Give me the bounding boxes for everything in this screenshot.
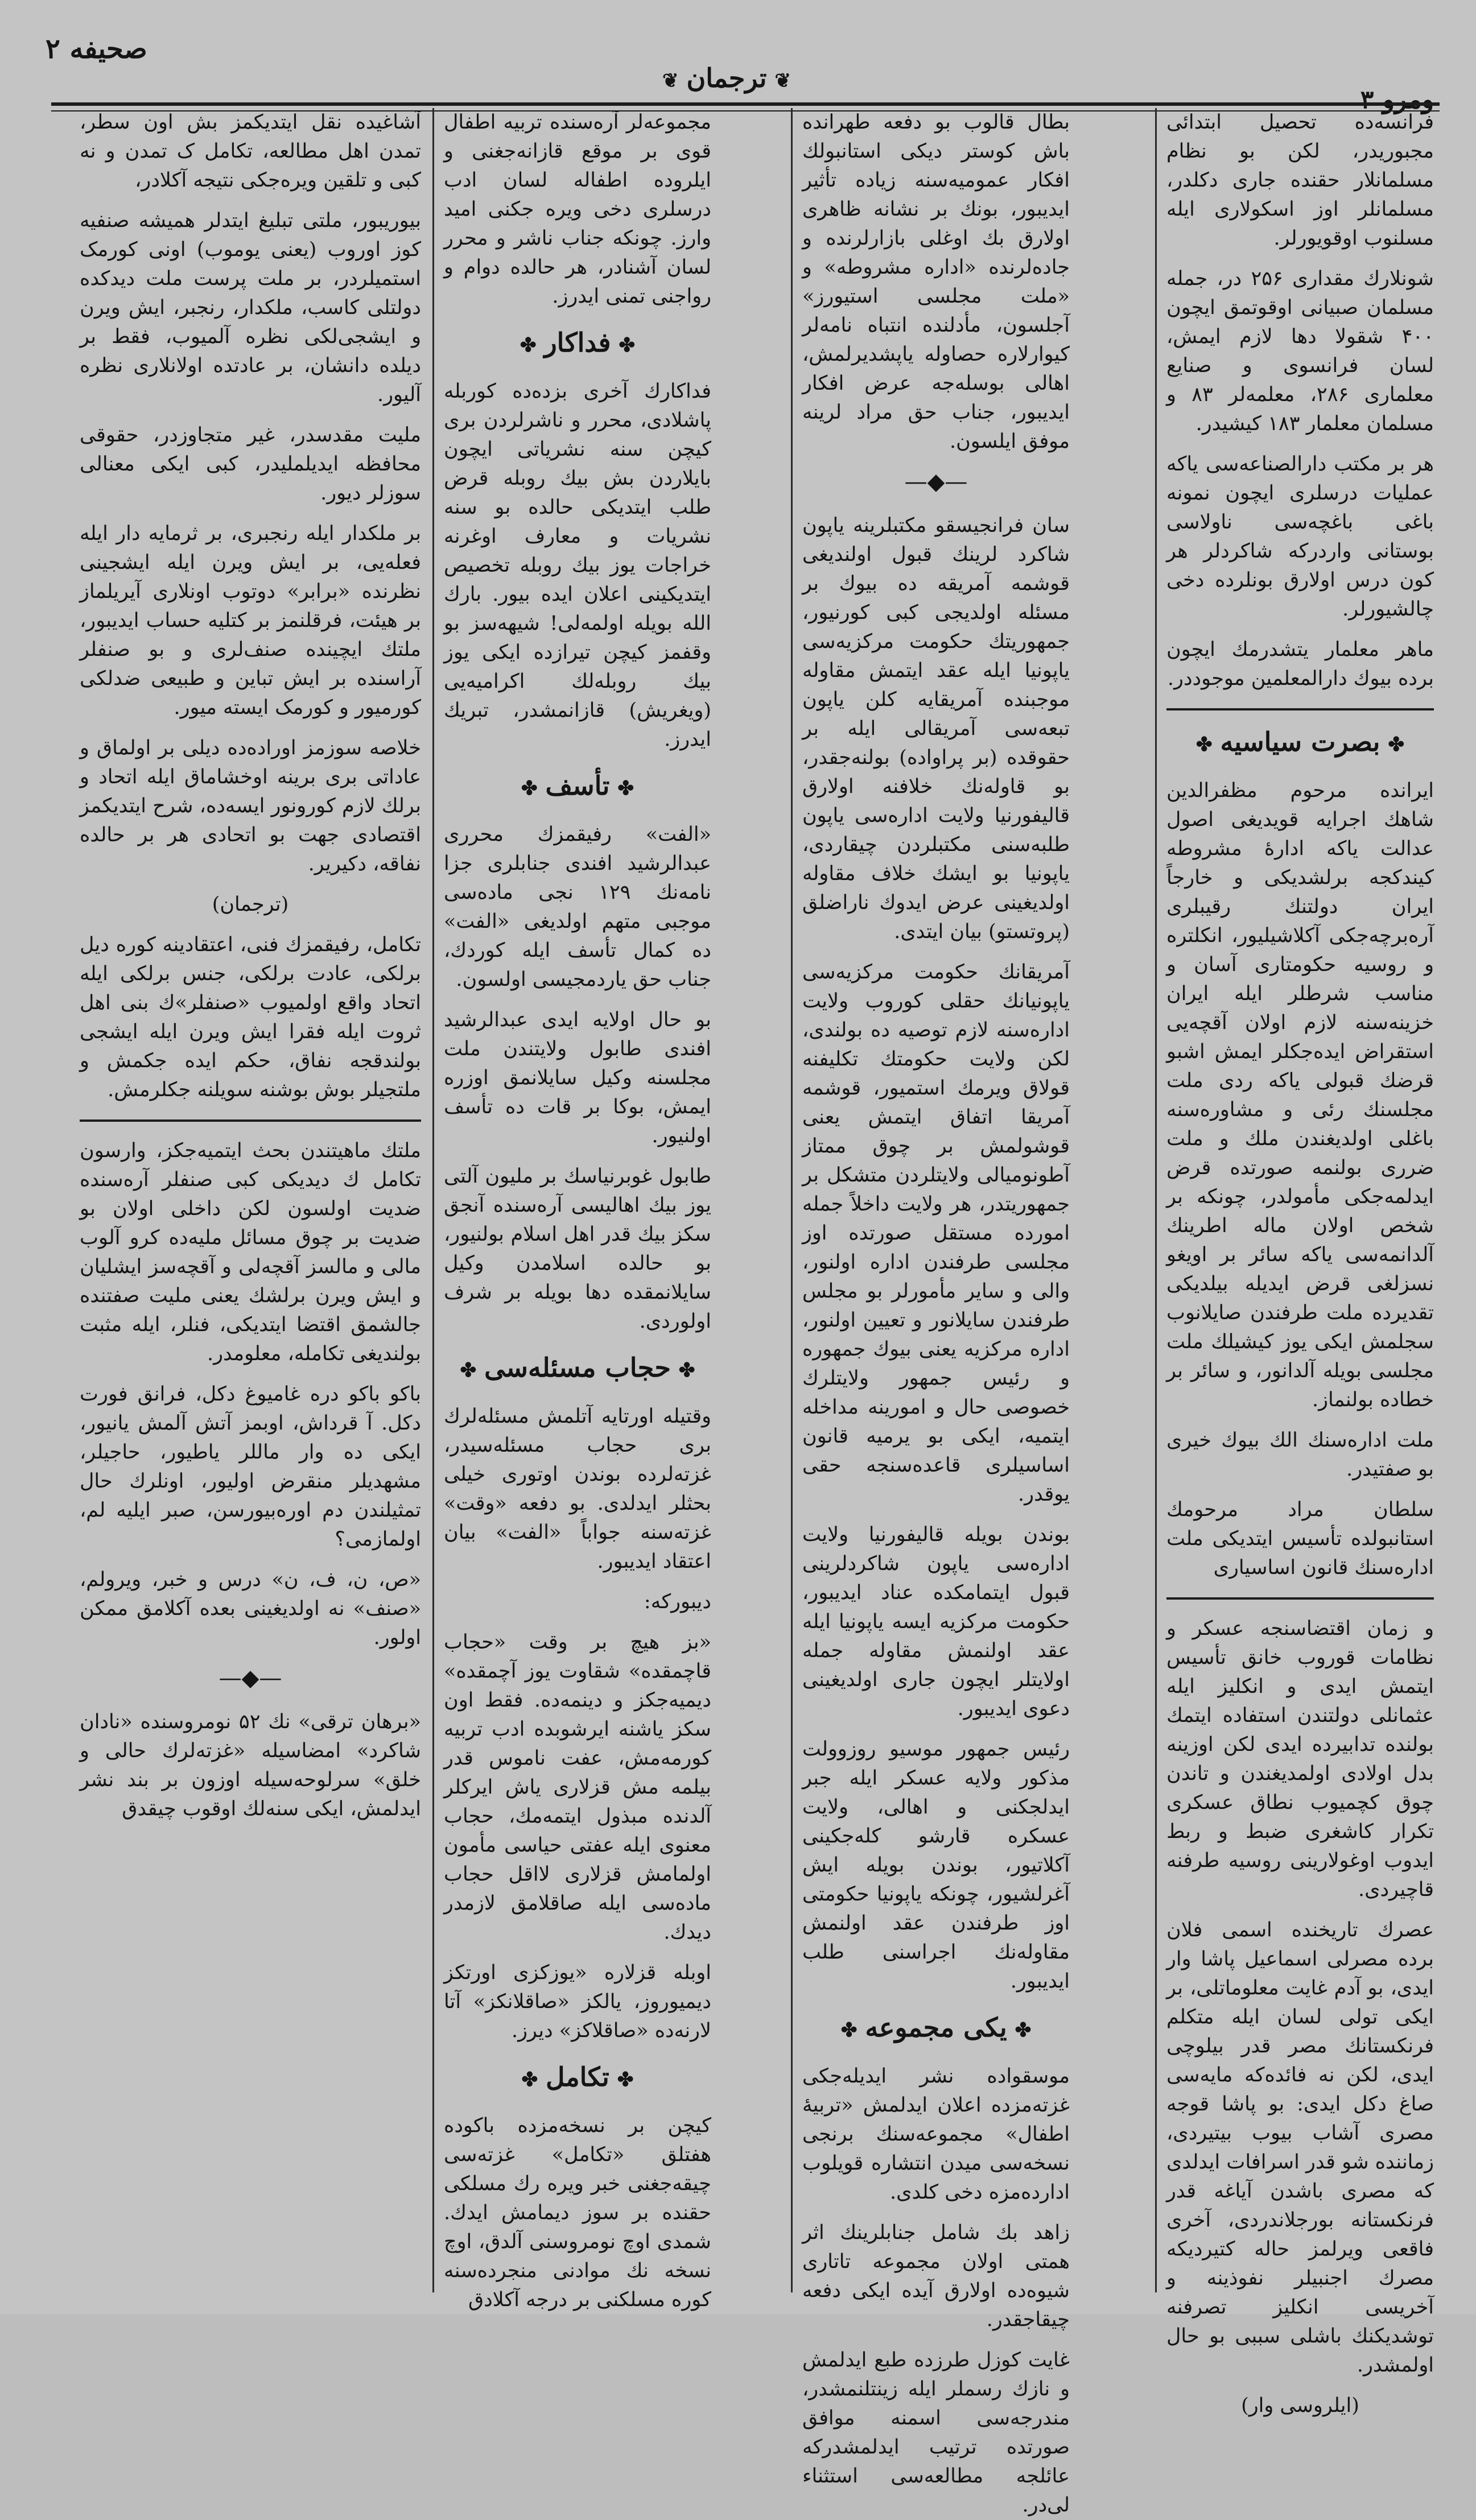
ornament-icon: ✤ [678,1359,695,1382]
paragraph: بطال قالوب بو دفعه طهرانده باش کوستر دیکی استانبولك افکار عمومیه‌سنه زیاده تأثیر ایدیبور، بونك بر نشانه ظاهری اولارق بك اوغلی بازارلرنده و جاده‌لرنده «اداره مشروطه» و «ملت مجلسی استیورز» آجلسون، مأدلنده انتباه نامه‌لر کیوارلاره حصاوله یاپشدیرلمش، اهالی بوسله‌جه عرض افکار ایدیبور، جناب حق مراد لرینه موفق ایلسون. [802,111,1070,453]
ornament-icon: ✤ [1388,733,1404,756]
column-divider [791,108,793,2292]
paragraph: و زمان اقتضاسنجه عسکر و نظامات قوروب خانق تأسیس ایتمش ایدی و انکلیز ایله عثمانلی دولتندن استفاده ایتمك بولنده تدابیرده ایدی لکن اوزینه بدل اولادی اولمدیغندن و تاندن چوق کچمیوب نطاق عسکری تکرار کاشغری ضبط و ربط ایدوب اوغولارینی روسیه طرفنه قاچیردی. [1166,1617,1434,1901]
ornament-icon: ✤ [617,777,634,800]
paragraph: «ص، ن، ف، ن» درس و خبر، ویرولم، «صنف» نه اولدیغینی بعده آکلامق ممکن اولور. [80,1568,421,1649]
paragraph: وقتیله اورتایه آتلمش مسئله‌لرك بری حجاب مسئله‌سیدر، غزته‌لرده بوندن اوتوری خیلی بحثلر ایدلدی. بو دفعه «وقت» غزته‌سنه جواباً «الفت» بیان اعتقاد ایدیبور. [444,1405,711,1573]
ornament-icon: ✤ [520,334,537,357]
column-2 [444,108,712,2311]
separator-ornament-icon: —◆— [904,469,968,495]
paragraph: ملتك ماهیتندن بحث ایتمیه‌جکز، وارسون تکامل ك دیدیکی کبی صنفلر آره‌سنده ضدیت اولسون لکن داخلی اولان بو ضدیت بر چوق مسائل ملیه‌ده کرو آلوب مالی و مالسز آقچه‌لی و آقچه‌سز ایشلیان و ایش ویرن برلشك یعنی ملیت صفتنده جالشمق اقتضا ایتدیکی، فنلر، ایله مثبت بولندیغی تکامله، معلومدر. [80,1139,421,1365]
masthead-rule [51,102,1440,106]
paragraph: بر ملکدار ایله رنجبری، بر ثرمایه دار ایله فعله‌یی، بر ایش ویرن ایله ایشجینی نظرنده «برابر» دوتوب اونلاری آیریلماز بر هیئت، فرقلنمز بر کتلیه حساب ایدیبور، ملتك ایچینده صنف‌لری و بو صنفلر آراسنده بر ایش تباین و طبیعی ضدلکی کورمیور و کورمک ایسته میور. [80,522,421,719]
paragraph: کیچن بر نسخه‌مزده باکوده هفتلق «تکامل» غزته‌سی چیقه‌جغنی خبر ویره رك مسلکی حقنده بر سوز دیمامش ایدك. شمدی اوچ نومروسنی آلدق، اوچ نسخه نك موادنی منجرده‌سنه کوره مسلکنی بر درجه آکلادق [444,2114,711,2311]
issue-number-label: ومرو ۳ [1360,85,1434,114]
section-heading: ✤یکی مجموعه✤ [802,2013,1070,2045]
ornament-icon: ❦ [774,69,791,92]
paragraph: آشاغیده نقل ایتدیکمز بش اون سطر، تمدن اهل مطالعه، تکامل ک تمدن و نه کبی و تلقین ویره‌جکی نتیجه آکلادر، [80,111,421,192]
section-rule [1166,1597,1434,1600]
paragraph: دیبورکه: [644,1591,711,1613]
paragraph: زاهد بك شامل جنابلرینك اثر همتی اولان مجموعه تاتاری شیوه‌ده اولارق آیده ایکی دفعه چیقاجقدر. [802,2221,1070,2331]
section-heading: ✤بصرت سیاسیه✤ [1166,728,1434,759]
paragraph: هر بر مکتب دارالصناعه‌سی یاکه عملیات درسلری ایچون نمونه باغی باغچه‌سی ناولاسی بوستانی واردرکه شاکردلر هر کون درس اولارق بونلرده دخی چالشیورلر. [1166,453,1434,621]
ornament-icon: ✤ [1196,733,1213,756]
paragraph: «الفت» رفیقمزك محرری عبدالرشید افندی جنابلری جزا نامه‌نك ۱۲۹ نجی ماده‌سی موجبی متهم اولدیغی «الفت» ده کمال تأسف ایله کوردك، جناب حق یاردمجیسی اولسون. [444,823,712,991]
paragraph: اوبله قزلاره «یوزکزی اورتکز دیمیوروز، یالکز «صاقلانکز» آتا لارنه‌ده «صاقلاکز» دیرز. [444,1961,711,2042]
paragraph: عصرك تاریخنده اسمی فلان برده مصرلی اسماعیل پاشا وار ایدی، بو آدم غایت معلوماتلی، بر ایکی تولی لسان ایله متکلم فرنکستانك مصر قدر بیلوچی ایدی، لکن نه فائده‌که مایه‌سی صاغ دکل ایدی: بو پاشا قوجه مصری آشاب بیوب بیتیردی، زماننده شو قدر اسرافات ایدلدی که مصری باشدن آیاغه قدر فرنکستانه بورجلاندردی، آخری فاقعی ویرلمز حاله کتیردیکه مصرك اجنبیلر نفوذینه و آخریسی انکلیز تصرفنه توشدیکنك باشلی سببی بو حال اولمشدر. [1166,1919,1434,2377]
ornament-icon: ✤ [521,2068,538,2091]
paragraph: رئیس جمهور موسیو روزوولت مذکور ولایه عسکر ایله جبر ایدلجکنی و اهالی، ولایت عسکره قارشو کله‌جکینی آکلاتیور، بوندن بویله ایش آغرلشیور، چونکه یاپونیا حکومتی اوز طرفندن عقد اولنمش مقاوله‌نك اجراسنی طلب ایدیبور. [802,1738,1070,1993]
paragraph: سان فرانجیسقو مکتبلرینه یاپون شاکرد لرینك قبول اولندیغی قوشمه آمریقه ده بیوك بر مسئله اولدیجی کبی کورنیور، جمهوریتك حکومت مرکزیه‌سی یاپونیا ایله عقد ایتمش مقاوله موجبنده آمریقایه کلن یاپون تبعه‌سی آمریقالی ایله بر حقوقده (بر پراواده) بولنه‌جقدر، بو قاوله‌نك خلافنه اولارق قالیفورنیا ولایت اداره‌سی یاپون طلبه‌سنی مکتبلردن چیقاردی، یاپونیا بو ایشك خلاف مقاوله اولدیغینی عرض ایدوك ناراضلق (پروتستو) بیان ایتدی. [802,514,1070,943]
paragraph: «بز هیچ بر وقت «حجاب قاچمقده» شقاوت یوز آچمقده» دیمیه‌جکز و دینمه‌ده. فقط اون سکز یاشنه ایرشوبده ادب تربیه کورمه‌مش، عفت ناموس قدر بیلمه مش قزلاری یاش ایرکلر آلدنده مبذول ایتمه‌مك، حجاب معنوی ایله عفتی حیاسی مأمون اولمامش قزلاری لااقل حجاب ماده‌سی ایله صاقلامق لازمدر دیدك. [444,1631,711,1944]
ornament-icon: ✤ [840,2019,857,2042]
ornament-icon: ✤ [1015,2019,1032,2042]
paragraph: باکو باکو دره غامیوغ دکل، فرانق فورت دکل. آ قرداش، اوبمز آتش آلمش یانیور، ایکی ده وار ماللر یاطیور، حاجیلر، مشهدیلر منقرض اولیور، اونلرك حال تمثیلندن دم اوره‌بیورسن، صبر ایلیه لم، اولمازمی؟ [80,1383,421,1551]
page-number-label: صحیفه ۲ [46,33,147,65]
paragraph: بوندن بویله قالیفورنیا ولایت اداره‌سی یاپون شاکردلرینی قبول ایتمامکده عناد ایدیبور، حکومت مرکزیه ایسه یاپونیا ایله عقد اولنمش مقاوله جمله اولایتلر ایچون جاری اولدیغینی دعوی ایدیبور. [802,1523,1070,1720]
masthead [40,23,1440,114]
section-rule [80,1119,421,1122]
paragraph: خلاصه سوزمز اوراده‌ده دیلی بر اولماق و عاداتی بری برینه اوخشاماق ایله اتحاد و برلك لازم کورونور ایسه‌ده، شرح ایتدیکمز اقتصادی جهت بو اتحادی هر بر حالده نفاقه، دکیریر. [80,737,421,875]
paragraph: فداکارك آخری بزده‌ده کوربله پاشلادی، محرر و ناشرلردن بری کیچن سنه نشریاتی ایچون بایلاردن بش بیك روبله قرض طلب ایتدیکی حالده بو سنه نشریات و معارف اوغرنه خراجات یوز بیك روبله تخصیص ایتدیکینی اعلان ایده بیور. بارك الله بویله اولمه‌لی! شیهه‌سز بو وقفمز کیچن تیرازده ایکی یوز بیك روبله‌لك اکرامیه‌یی (ویغریش) قازانمشدر، تبریك ایدرز. [444,380,711,751]
ornament-icon: ❦ [662,69,679,92]
column-4 [1166,108,1434,2417]
paragraph: ملت اداره‌سنك الك بیوك خیری بو صفتیدر. [1166,1429,1434,1481]
column-divider [1155,108,1157,2292]
ornament-icon: ✤ [617,2068,634,2091]
section-rule [1166,708,1434,710]
section-heading: ✤حجاب مسئله‌سی✤ [444,1353,711,1385]
section-heading: ✤تکامل✤ [444,2063,711,2095]
section-heading: ✤فداکار✤ [444,328,711,360]
paragraph: غایت کوزل طرزده طبع ایدلمش و نازك رسملر ایله زینتلنمشدر، مندرجه‌سی اسمنه موافق صورتده ترتیب ایدلمشدرکه عائلجه مطالعه‌سی استثناء لی‌در. [802,2349,1070,2517]
paragraph: مجموعه‌لر آره‌سنده تربیه اطفال قوی بر موقع قازانه‌جغنی و ایلروده اطفاله لسان ادب درسلری دخی ویره جکنی امید وارز. چونکه جناب ناشر و محرر لسان آشنادر، هر حالده دوام و رواجنی تمنی ایدرز. [444,111,711,308]
paragraph: بو حال اولایه ایدی عبدالرشید افندی طابول ولایتندن ملت مجلسنه وکیل سایلانمق اوزره ایمش، بوکا بر قات ده تأسف اولنیور. [444,1009,711,1147]
paragraph: تکامل، رفیقمزك فنی، اعتقادینه کوره دیل برلکی، عادت برلکی، جنس برلکی ایله اتحاد واقع اولمیوب «صنفلر»ك بنی اهل ثروت ایله فقرا ایش ویرن ایله ایشجی بولندقجه نفاق، حکم ایده جکمش و ملتجیلر بوش بوشنه سویلنه جکلرمش. [80,933,421,1101]
signature: (ترجمان) [212,893,289,916]
separator-ornament-icon: —◆— [218,1665,282,1691]
paragraph: ملیت مقدسدر، غیر متجاوزدر، حقوقی محافظه ایدیلملیدر، کبی ایکی معنالی سوزلر دیور. [80,424,421,505]
paragraph: «برهان ترقی» نك ۵۲ نومروسنده «نادان شاکرد» امضاسیله «غزته‌لرك حالی و خلق» سرلوحه‌سیله اوزون بر بند نشر ایدلمش، ایکی سنه‌لك اوقوب چیقدق [80,1711,421,1820]
paragraph: ایرانده مرحوم مظفرالدین شاهك اجرایه قویدیغی اصول عدالت یاکه ادارهٔ مشروطه کیندکجه برلشدیکی و خارجاً ایران دولتنك رقیبلری آره‌برچه‌جکی آکلاشیلیور، انکلتره و روسیه حکومتاری آسان و مناسب شرطلر ایله ایران خزینه‌سنه لازم اولان آقچه‌یی استقراض ایده‌جکلر ایمش اشبو قرضك قبولی یاکه ردی ملت مجلسنك رئی و مشاوره‌سنه باغلی اولدیغندن ملك و ملت ضرری بولنمه صورتده قرض ایدلمه‌جکی مأمولدر، چونکه بر شخص اولان ماله اطرینك آلدانمه‌سی یاکه سائر بر اویغو نسزلغی قرض ایدیله بیلدیکی تقدیرده ملت طرفندن صایلانوب سجلمش ایکی یوز کیشیلك ملت مجلسی بویله آلدانور، و سائر بر خطاده بولنماز. [1166,779,1434,1411]
paragraph: فرانسه‌ده تحصیل ابتدائی مجبوریدر، لکن بو نظام مسلمانلار حقنده جاری دکلدر، مسلمانلر اوز اسکولاری ایله مسلنوب اوقویورلر. [1166,111,1434,250]
paragraph: ماهر معلمار یتشدرمك ایچون برده بیوك دارالمعلمین موجوددر. [1166,638,1434,690]
ornament-icon: ✤ [460,1359,477,1382]
paragraph: طابول غوبرنیاسك بر ملیون آلتی یوز بیك اهالیسی آره‌سنده آنجق سکز بیك قدر اهل اسلام بولنیور، بو حالده اسلامدن وکیل سایلانمقده دها بویله بر شرف اولوردی. [444,1165,711,1333]
article-columns [46,108,1434,2517]
column-3 [802,108,1070,2517]
paragraph: موسقوا‌ده نشر ایدیله‌جکی غزته‌مزده اعلان ایدلمش «تربیهٔ اطفال» مجموعه‌سنك برنجی نسخه‌سی میدن انتشاره قویلوب ادارده‌مزه دخی کلدی. [802,2065,1070,2204]
column-divider [432,108,434,2292]
ornament-icon: ✤ [521,777,538,800]
paragraph: بیوریبور، ملتی تبلیغ ایتدلر همیشه صنفیه کوز اوروب (یعنی یوموب) اونی کورمک استمیلردر، بر ملت پرست ملت دیدکده دولتلی کاسب، ملکدار، رنجبر، ایش ویرن و ایشجی‌لکی نظره آلمیوب، فقط بر دیلده دانشان، بر عادتده اولانلاری نظره آلیور. [80,209,421,406]
newspaper-title: ❦ترجمان❦ [654,63,799,93]
column-1 [80,108,421,2292]
section-heading: ✤تأسف✤ [444,771,711,803]
continued-note: (ایلروسی وار) [1241,2394,1359,2417]
ornament-icon: ✤ [619,334,636,357]
paragraph: آمریقانك حکومت مرکزیه‌سی یاپونیانك حقلی کوروب ولایت اداره‌سنه لازم توصیه ده بولندی، لکن ولایت حکومتك تکلیفنه قولاق ویرمك استمیور، قوشمه آمریقا اتفاق ایتمش یعنی قوشولمش بر چوق ممتاز آطونومیالی ولایتلردن متشکل بر جمهوریتدر، هر ولایت داخلاً جمله امورده مستقل صورتده اوز مجلسی طرفندن اداره اولنور، والی و سایر مأمورلر بو مجلس طرفندن سایلانور و تعیین اولنور، اداره مرکزیه یعنی بیوك جمهوره و رئیس جمهور ولایتلرك خصوصی حال و امورینه مداخله ایتمیه، ایکی بو یرمیه قانون اساسیلری قاعده‌سنجه حقی یوقدر. [802,961,1070,1506]
paragraph: شونلارك مقداری ۲۵۶ در، جمله مسلمان صبیانی اوقوتمق ایچون ۴۰۰ شقولا دها لازم ایمش، لسان فرانسوی و صنایع معلماری ۲۸۶، معلمه‌لر ۸۳ و مسلمان معلمار ۱۸۳ کیشیدر. [1166,267,1434,435]
paragraph: سلطان مراد مرحومك استانبولده تأسیس ایتدیکی ملت اداره‌سنك قانون اساسیاری [1166,1498,1434,1579]
